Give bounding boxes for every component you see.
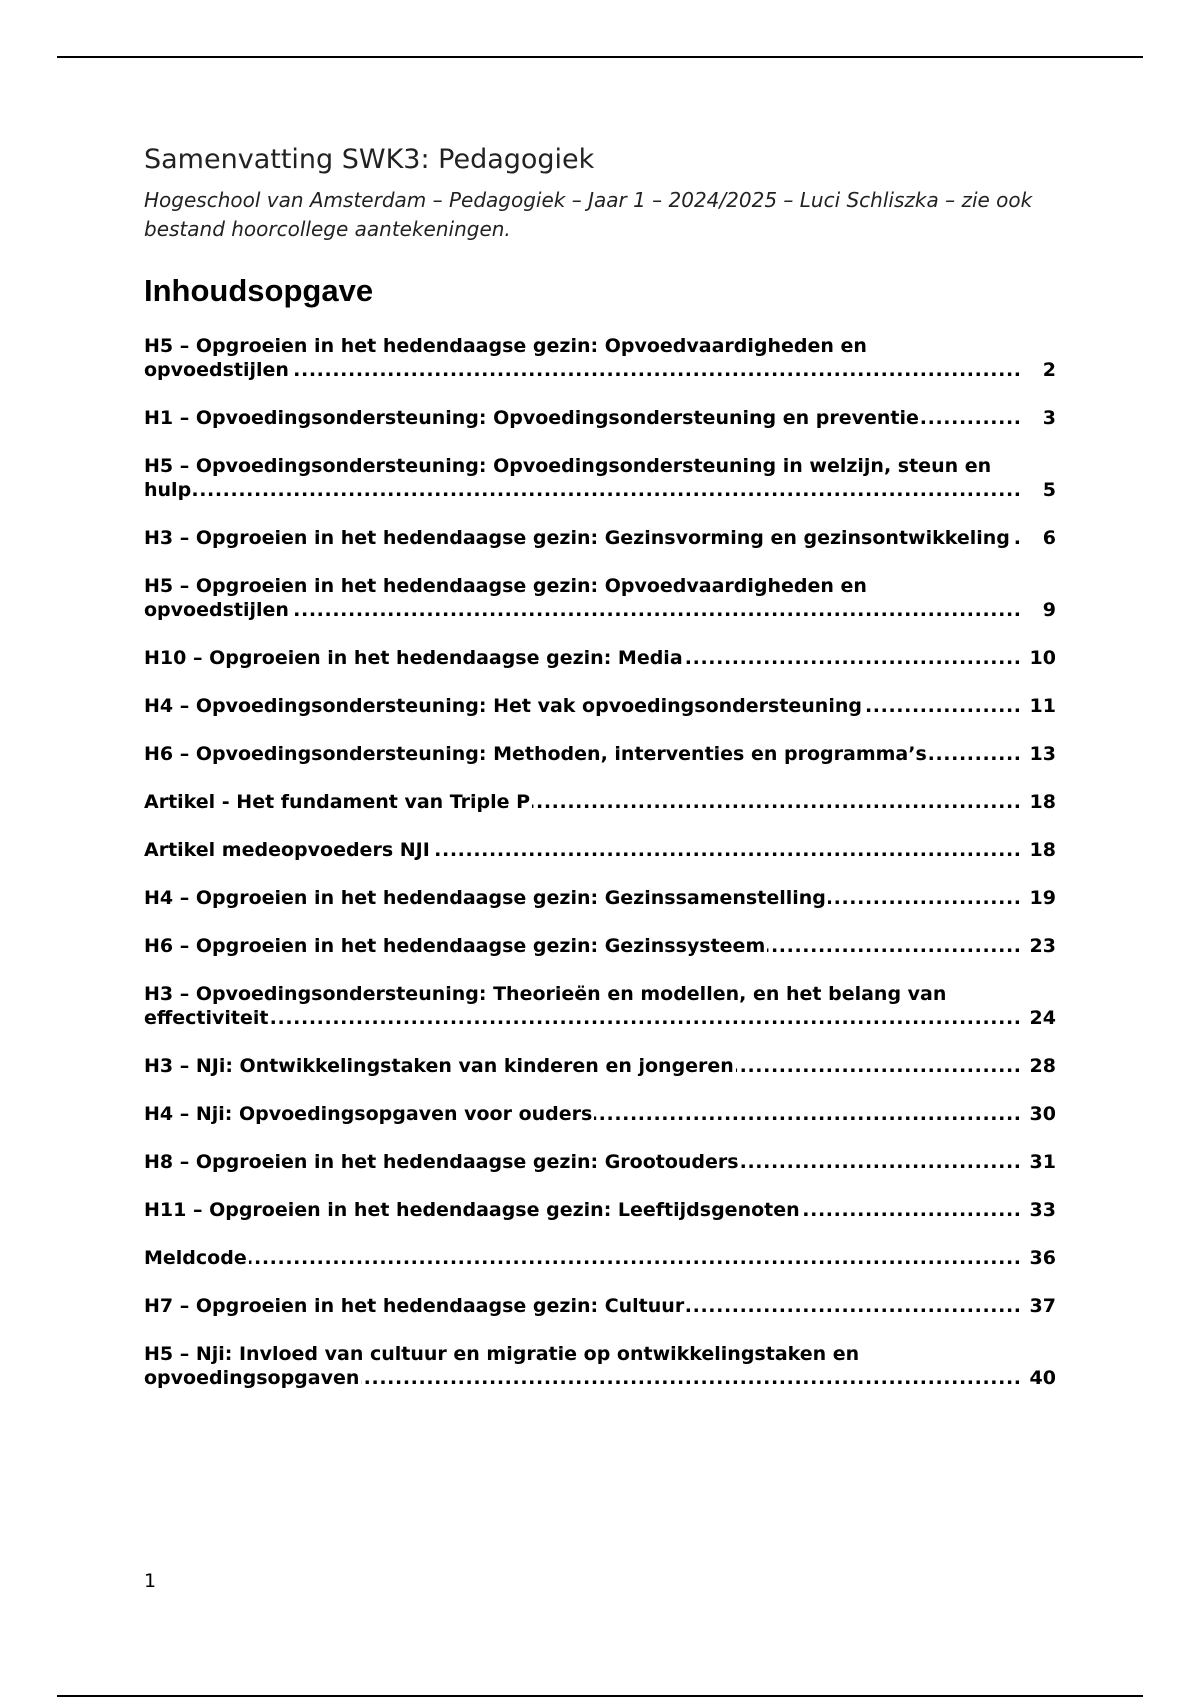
toc-entry-title: H7 – Opgroeien in het hedendaagse gezin: Cultuur	[144, 1295, 685, 1317]
toc-entry-page-number: 5	[1020, 478, 1056, 502]
toc-entry-title: H6 – Opgroeien in het hedendaagse gezin: Gezinssysteem	[144, 935, 766, 957]
toc-entry-page-number: 19	[1020, 886, 1056, 910]
toc-entry[interactable]	[144, 1342, 1056, 1390]
toc-entry-page-number: 9	[1020, 598, 1056, 622]
toc-entry-title: H3 – NJi: Ontwikkelingstaken van kinderen en jongeren	[144, 1055, 734, 1077]
toc-entry[interactable]	[144, 574, 1056, 622]
document-title: Samenvatting SWK3: Pedagogiek	[144, 144, 595, 175]
toc-entry[interactable]	[144, 1102, 1056, 1126]
table-of-contents	[144, 334, 1056, 1390]
toc-entry-title: H4 – Nji: Opvoedingsopgaven voor ouders	[144, 1103, 593, 1125]
toc-entry-page-number: 10	[1020, 646, 1056, 670]
toc-entry-page-number: 23	[1020, 934, 1056, 958]
document-subtitle: Hogeschool van Amsterdam – Pedagogiek – Jaar 1 – 2024/2025 – Luci Schliszka – zie ook bestand hoorcollege aantekeningen.	[144, 188, 1033, 241]
toc-entry-page-number: 33	[1020, 1198, 1056, 1222]
toc-entry-page-number: 40	[1020, 1366, 1056, 1390]
toc-entry-title: H5 – Opgroeien in het hedendaagse gezin: Opvoedvaardigheden en opvoedstijlen	[144, 335, 867, 381]
toc-entry[interactable]	[144, 1294, 1056, 1318]
toc-entry-page-number: 28	[1020, 1054, 1056, 1078]
toc-entry-title: H3 – Opvoedingsondersteuning: Theorieën en modellen, en het belang van effectiviteit	[144, 983, 947, 1029]
toc-entry-title: H1 – Opvoedingsondersteuning: Opvoedingsondersteuning en preventie	[144, 407, 919, 429]
toc-entry-page-number: 36	[1020, 1246, 1056, 1270]
page-number: 1	[144, 1570, 157, 1592]
toc-entry[interactable]	[144, 1198, 1056, 1222]
toc-entry-page-number: 3	[1020, 406, 1056, 430]
toc-entry-title: H10 – Opgroeien in het hedendaagse gezin: Media	[144, 647, 683, 669]
toc-heading: Inhoudsopgave	[144, 273, 374, 308]
bottom-rule	[57, 1695, 1143, 1697]
toc-entry-title: H8 – Opgroeien in het hedendaagse gezin: Grootouders	[144, 1151, 739, 1173]
toc-entry[interactable]	[144, 1150, 1056, 1174]
toc-entry-page-number: 2	[1020, 358, 1056, 382]
toc-entry-title: H4 – Opvoedingsondersteuning: Het vak opvoedingsondersteuning	[144, 695, 862, 717]
toc-entry[interactable]	[144, 334, 1056, 382]
toc-entry-page-number: 18	[1020, 790, 1056, 814]
toc-entry[interactable]	[144, 406, 1056, 430]
toc-entry-title: H5 – Nji: Invloed van cultuur en migratie op ontwikkelingstaken en opvoedingsopgaven	[144, 1343, 860, 1389]
toc-entry-title: H5 – Opvoedingsondersteuning: Opvoedingsondersteuning in welzijn, steun en hulp	[144, 455, 992, 501]
toc-entry[interactable]	[144, 886, 1056, 910]
toc-entry[interactable]	[144, 694, 1056, 718]
toc-entry-title: H4 – Opgroeien in het hedendaagse gezin: Gezinssamenstelling	[144, 887, 826, 909]
toc-entry[interactable]	[144, 1246, 1056, 1270]
toc-entry-page-number: 18	[1020, 838, 1056, 862]
toc-entry-title: H6 – Opvoedingsondersteuning: Methoden, interventies en programma’s	[144, 743, 927, 765]
toc-entry[interactable]	[144, 1054, 1056, 1078]
document-page	[144, 136, 1056, 1414]
top-rule	[57, 56, 1143, 58]
toc-entry-title: H11 – Opgroeien in het hedendaagse gezin: Leeftijdsgenoten	[144, 1199, 800, 1221]
toc-entry-page-number: 6	[1020, 526, 1056, 550]
toc-entry[interactable]	[144, 646, 1056, 670]
toc-entry[interactable]	[144, 790, 1056, 814]
toc-entry[interactable]	[144, 838, 1056, 862]
toc-entry-page-number: 37	[1020, 1294, 1056, 1318]
toc-entry[interactable]	[144, 742, 1056, 766]
toc-entry-page-number: 31	[1020, 1150, 1056, 1174]
toc-entry-page-number: 13	[1020, 742, 1056, 766]
toc-entry-title: H3 – Opgroeien in het hedendaagse gezin: Gezinsvorming en gezinsontwikkeling	[144, 527, 1010, 549]
toc-entry-page-number: 24	[1020, 1006, 1056, 1030]
toc-entry-title: Meldcode	[144, 1247, 247, 1269]
toc-entry-title: Artikel medeopvoeders NJI	[144, 839, 430, 861]
toc-entry[interactable]	[144, 934, 1056, 958]
toc-entry-title: H5 – Opgroeien in het hedendaagse gezin: Opvoedvaardigheden en opvoedstijlen	[144, 575, 867, 621]
toc-entry-title: Artikel - Het fundament van Triple P	[144, 791, 531, 813]
toc-entry-page-number: 30	[1020, 1102, 1056, 1126]
toc-entry[interactable]	[144, 526, 1056, 550]
toc-entry[interactable]	[144, 454, 1056, 502]
toc-entry[interactable]	[144, 982, 1056, 1030]
toc-entry-page-number: 11	[1020, 694, 1056, 718]
